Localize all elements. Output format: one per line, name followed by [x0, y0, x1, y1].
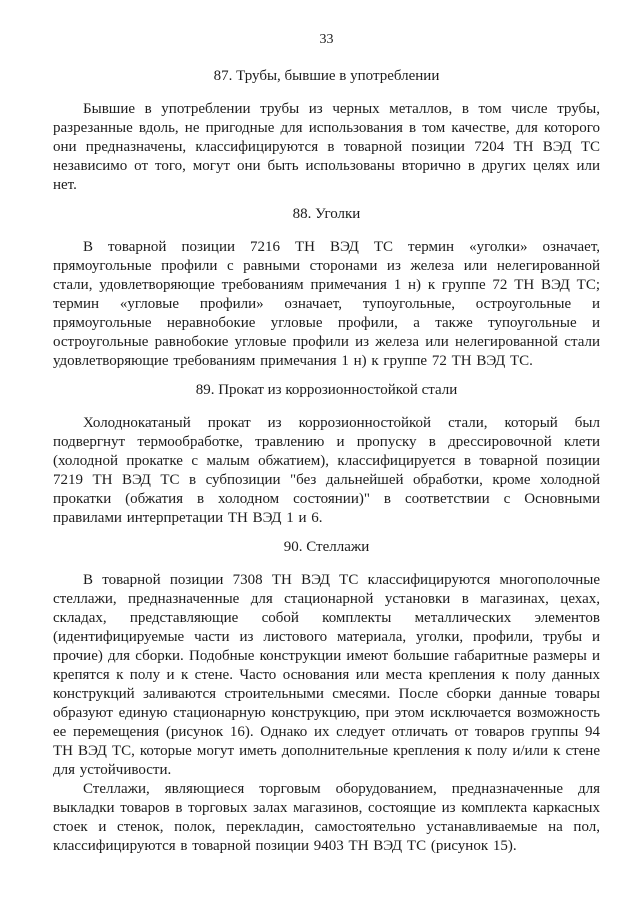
- section-90: [53, 538, 600, 856]
- section-89: [53, 381, 600, 528]
- section-87-heading: 87. Трубы, бывшие в употреблении: [213, 68, 440, 84]
- section-88: [53, 205, 600, 371]
- section-87: [53, 67, 600, 195]
- section-89-paragraph-1: Холоднокатаный прокат из коррозионностойкой стали, который был подвергнут термообработке, травлению и пропуску в дрессировочной клети (холодной прокатке с малым обжатием), классифицируется в товарной позиции 7219 ТН ВЭД ТС в субпозиции "без дальнейшей обработки, кроме холодной прокатки (обжатия в холодном состоянии)" в соответствии с Основными правилами интерпретации ТН ВЭД 1 и 6.: [53, 415, 600, 526]
- section-90-heading: 90. Стеллажи: [283, 539, 370, 555]
- section-87-paragraph-1: Бывшие в употреблении трубы из черных металлов, в том числе трубы, разрезанные вдоль, не пригодные для использования в том качестве, для которого они предназначены, классифицируются в товарной позиции 7204 ТН ВЭД ТС независимо от того, могут они быть использованы вторично в других целях или нет.: [53, 101, 600, 193]
- section-90-paragraph-2: Стеллажи, являющиеся торговым оборудованием, предназначенные для выкладки товаров в торговых залах магазинов, состоящие из комплекта каркасных стоек и стенок, полок, перекладин, самостоятельно устанавливаемые на пол, классифицируются в товарной позиции 9403 ТН ВЭД ТС (рисунок 15).: [53, 781, 600, 854]
- section-88-paragraph-1: В товарной позиции 7216 ТН ВЭД ТС термин «уголки» означает, прямоугольные профили с равными сторонами из железа или нелегированной стали, удовлетворяющие требованиям примечания 1 н) к группе 72 ТН ВЭД ТС; термин «угловые профили» означает, тупоугольные, остроугольные и прямоугольные неравнобокие угловые профили, а также тупоугольные и остроугольные равнобокие угловые профили из железа или нелегированной стали удовлетворяющие требованиям примечания 1 н) к группе 72 ТН ВЭД ТС.: [53, 239, 600, 369]
- section-90-paragraph-1: В товарной позиции 7308 ТН ВЭД ТС классифицируются многополочные стеллажи, предназначенные для стационарной установки в магазинах, цехах, складах, представляющие собой комплекты металлических элементов (идентифицируемые части из листового материала, уголки, профили, трубы и прочие) для сборки. Подобные конструкции имеют большие габаритные размеры и крепятся к полу и к стене. Часто основания или места крепления к полу данных конструкций заливаются строительными смесями. После сборки данные товары образуют единую стационарную конструкцию, при этом исключается возможность ее перемещения (рисунок 16). Однако их следует отличать от товаров группы 94 ТН ВЭД ТС, которые могут иметь дополнительные крепления к полу и/или к стене для устойчивости.: [53, 572, 600, 778]
- section-89-heading: 89. Прокат из коррозионностойкой стали: [195, 382, 458, 398]
- section-88-heading: 88. Уголки: [292, 206, 361, 222]
- page-number: 33: [319, 32, 334, 47]
